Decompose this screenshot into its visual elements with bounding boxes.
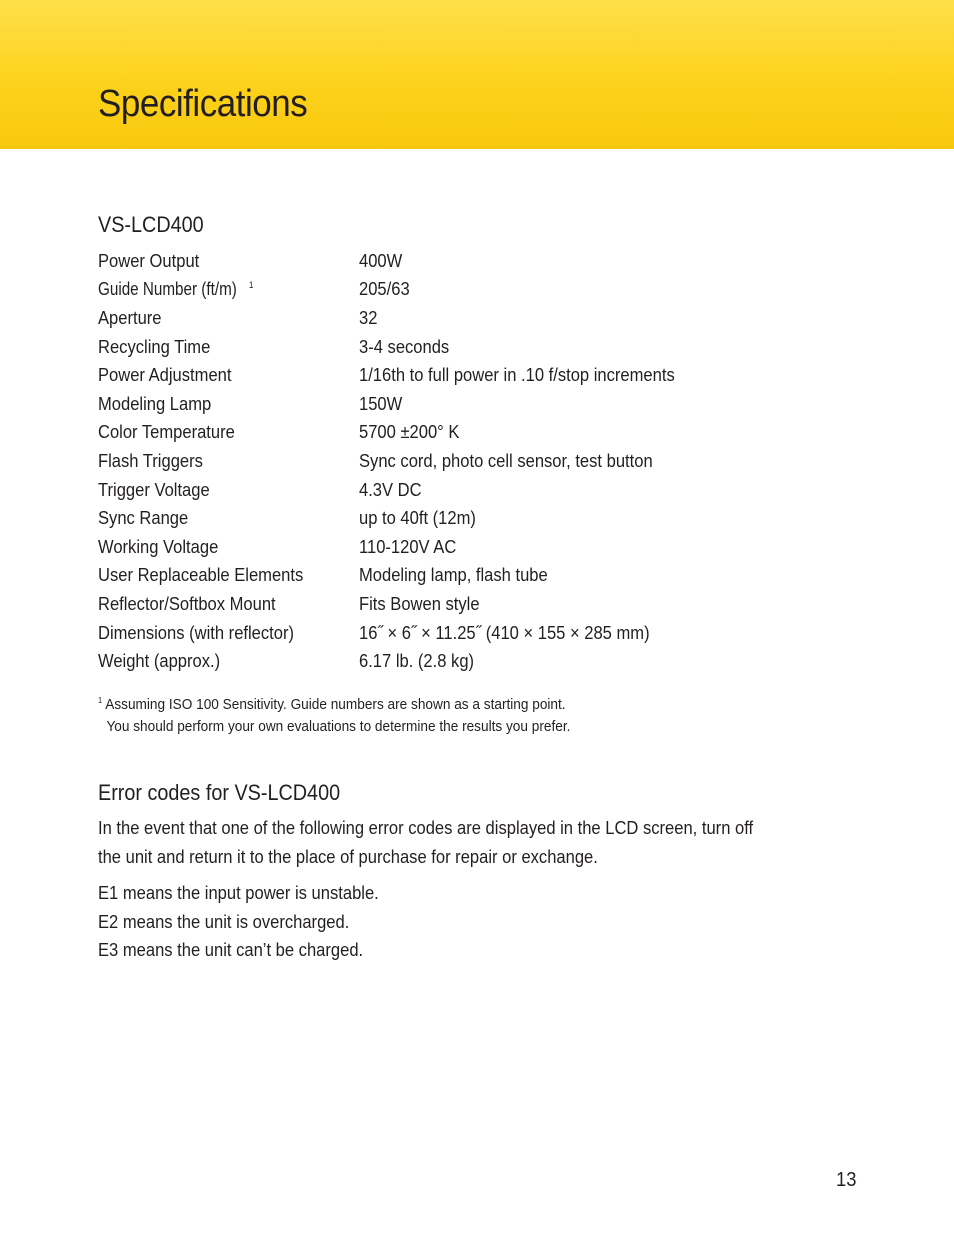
spec-label: User Replaceable Elements [98, 565, 304, 586]
intro-line-1: In the event that one of the following error codes are displayed in the LCD screen, turn off [98, 818, 754, 838]
spec-value: 5700 ±200° K [359, 422, 460, 443]
footnote-mark: 1 [248, 280, 254, 291]
footnote [98, 695, 798, 738]
intro-line-2: the unit and return it to the place of purchase for repair or exchange. [98, 846, 598, 867]
spec-value: 1/16th to full power in .10 f/stop increments [359, 365, 675, 386]
spec-row-guide-number [98, 276, 798, 305]
spec-row-aperture [98, 304, 798, 333]
error-code-list [98, 879, 798, 965]
spec-value: up to 40ft (12m) [359, 508, 476, 529]
spec-value: 400W [359, 250, 403, 271]
spec-value: Sync cord, photo cell sensor, test button [359, 450, 653, 471]
spec-label: Power Adjustment [98, 365, 232, 386]
spec-value: 32 [359, 307, 378, 328]
footnote-mark: 1 [98, 696, 103, 706]
spec-value: 205/63 [359, 279, 410, 300]
spec-value: Fits Bowen style [359, 593, 480, 614]
spec-row-color-temperature [98, 419, 798, 448]
spec-label: Guide Number (ft/m) $^1$ [98, 279, 254, 300]
spec-label: Dimensions (with reflector) [98, 622, 295, 643]
spec-row-recycling-time [98, 333, 798, 362]
footnote-line-1: $^1$ Assuming ISO 100 Sensitivity. Guide numbers are shown as a starting point. [98, 696, 566, 713]
spec-label: Weight (approx.) [98, 651, 221, 672]
model-heading: VS-LCD400 [98, 212, 204, 237]
error-code-e1: E1 means the input power is unstable. [98, 883, 379, 903]
spec-label: Color Temperature [98, 422, 235, 443]
spec-label: Recycling Time [98, 336, 211, 357]
spec-row-power-adjustment [98, 361, 798, 390]
spec-value: 150W [359, 393, 403, 414]
spec-row-sync-range [98, 504, 798, 533]
spec-label: Working Voltage [98, 536, 219, 557]
error-code-e3: E3 means the unit can’t be charged. [98, 940, 364, 961]
spec-row-reflector-mount [98, 590, 798, 619]
spec-label: Modeling Lamp [98, 393, 212, 414]
spec-value: Modeling lamp, flash tube [359, 565, 548, 586]
spec-row-working-voltage [98, 533, 798, 562]
spec-row-trigger-voltage [98, 476, 798, 505]
footnote-line-2: You should perform your own evaluations to determine the results you prefer. [106, 718, 571, 735]
spec-row-power-output [98, 247, 798, 276]
spec-table [98, 247, 798, 676]
error-code-e2: E2 means the unit is overcharged. [98, 911, 350, 932]
spec-value: 3-4 seconds [359, 336, 450, 357]
error-codes-heading: Error codes for VS-LCD400 [98, 780, 341, 805]
spec-row-dimensions [98, 619, 798, 648]
error-codes-intro [98, 814, 938, 871]
spec-row-modeling-lamp [98, 390, 798, 419]
spec-row-flash-triggers [98, 447, 798, 476]
page-number: 13 [836, 1169, 857, 1191]
page-title: Specifications [98, 83, 308, 125]
spec-value: 4.3V DC [359, 479, 422, 500]
spec-row-weight [98, 647, 798, 676]
spec-label: Flash Triggers [98, 450, 203, 471]
spec-label: Sync Range [98, 508, 189, 529]
spec-label: Aperture [98, 307, 162, 328]
spec-value: 110-120V AC [359, 536, 457, 557]
spec-value: 6.17 lb. (2.8 kg) [359, 651, 475, 672]
spec-label: Power Output [98, 250, 200, 271]
spec-label: Trigger Voltage [98, 479, 210, 500]
spec-value: 16˝ × 6˝ × 11.25˝ (410 × 155 × 285 mm) [359, 622, 650, 643]
spec-row-user-replaceable-elements [98, 562, 798, 591]
spec-label: Reflector/Softbox Mount [98, 593, 276, 614]
